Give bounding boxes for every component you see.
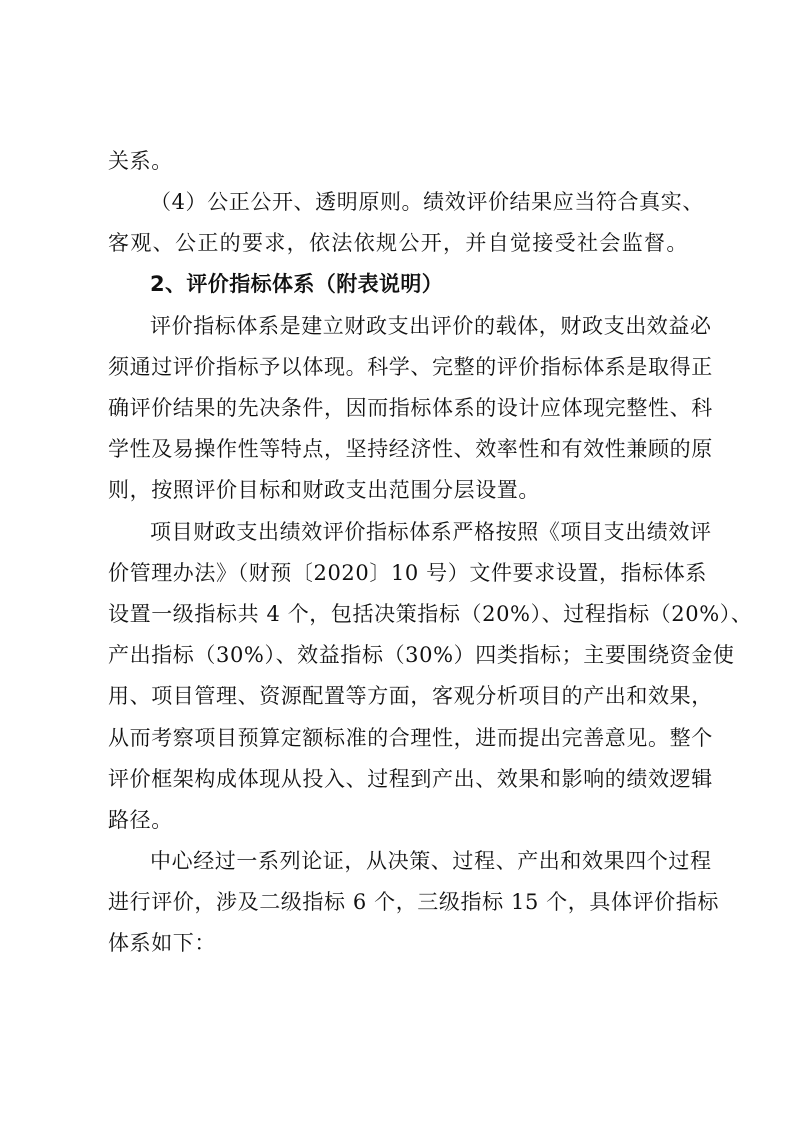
paragraph-line: 评价框架构成体现从投入、过程到产出、效果和影响的绩效逻辑 [108,767,713,791]
paragraph-line: 评价指标体系是建立财政支出评价的载体，财政支出效益必 [150,314,712,338]
paragraph-line: 产出指标（30%）、效益指标（30%）四类指标；主要围绕资金使 [108,643,735,667]
paragraph-line: 从而考察项目预算定额标准的合理性，进而提出完善意见。整个 [108,726,713,750]
paragraph-line: 路径。 [108,808,173,832]
paragraph-line: 用、项目管理、资源配置等方面，客观分析项目的产出和效果， [108,684,713,708]
paragraph-line: 体系如下： [108,931,216,955]
paragraph-line: 设置一级指标共 4 个，包括决策指标（20%）、过程指标（20%）、 [108,602,753,626]
paragraph-line: 须通过评价指标予以体现。科学、完整的评价指标体系是取得正 [108,355,713,379]
paragraph-line: 客观、公正的要求，依法依规公开，并自觉接受社会监督。 [108,231,688,255]
section-heading: 2、评价指标体系（附表说明） [150,272,444,296]
paragraph-line: （4）公正公开、透明原则。绩效评价结果应当符合真实、 [150,190,704,214]
paragraph-line: 中心经过一系列论证，从决策、过程、产出和效果四个过程 [150,849,712,873]
paragraph-line: 确评价结果的先决条件，因而指标体系的设计应体现完整性、科 [108,396,713,420]
paragraph-line: 进行评价，涉及二级指标 6 个，三级指标 15 个，具体评价指标 [108,890,719,914]
paragraph-line: 价管理办法》（财预〔2020〕10 号）文件要求设置，指标体系 [108,561,707,585]
paragraph-line: 关系。 [108,149,173,173]
paragraph-line: 则，按照评价目标和财政支出范围分层设置。 [108,478,540,502]
paragraph-line: 学性及易操作性等特点，坚持经济性、效率性和有效性兼顾的原 [108,437,713,461]
paragraph-line: 项目财政支出绩效评价指标体系严格按照《项目支出绩效评 [150,520,712,544]
